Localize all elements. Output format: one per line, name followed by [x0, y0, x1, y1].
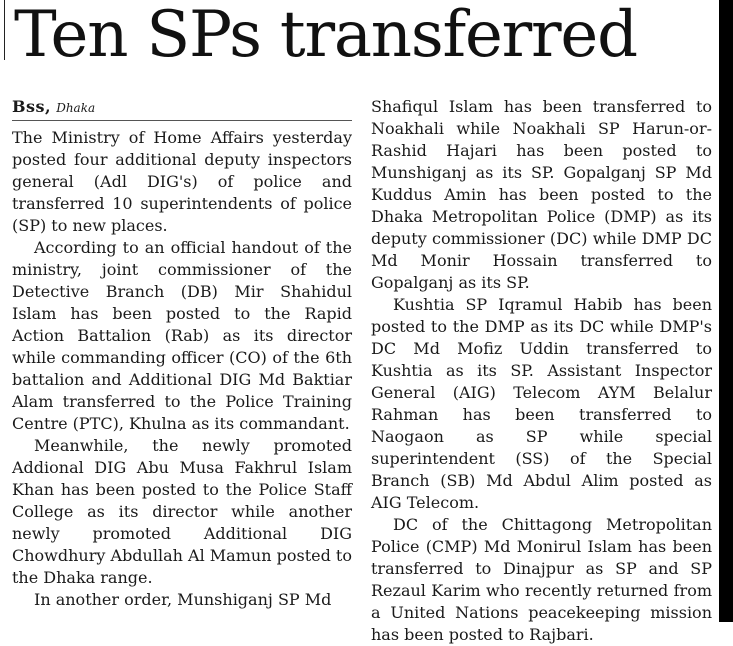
paragraph: Meanwhile, the newly promoted Addional DIG Abu Musa Fakhrul Islam Khan has been posted to the Police Staff College as its director while another newly promoted Additional DIG Chowdhury Abdullah Al Mamun posted to the Dhaka range.: [12, 436, 352, 587]
byline-agency: Bss,: [12, 97, 52, 116]
right-column: [371, 96, 712, 646]
paragraph: DC of the Chittagong Metropolitan Police (CMP) Md Monirul Islam has been transferred to Dinajpur as SP and SP Rezaul Karim who recently returned from a United Nations peacekeeping mission has been posted to Rajbari.: [371, 515, 712, 644]
paragraph: The Ministry of Home Affairs yesterday posted four additional deputy inspectors general (Adl DIG's) of police and transferred 10 superintendents of police (SP) to new places.: [12, 128, 352, 235]
paragraph: Shafiqul Islam has been transferred to Noakhali while Noakhali SP Harun-or-Rashid Hajari has been posted to Munshiganj as its SP. Gopalganj SP Md Kuddus Amin has been posted to the Dhaka Metropolitan Police (DMP) as its deputy commissioner (DC) while DMP DC Md Monir Hossain transferred to Gopalganj as its SP.: [371, 97, 712, 292]
left-column: [12, 94, 352, 611]
byline-place: Dhaka: [56, 101, 96, 115]
headline: Ten SPs transferred: [14, 0, 637, 72]
paragraph: In another order, Munshiganj SP Md: [34, 590, 332, 609]
paragraph: Kushtia SP Iqramul Habib has been posted to the DMP as its DC while DMP's DC Md Mofiz Uddin transferred to Kushtia as its SP. Assistant Inspector General (AIG) Telecom AYM Belalur Rahman has been transferred to Naogaon as SP while special superintendent (SS) of the Special Branch (SB) Md Abdul Alim posted as AIG Telecom.: [371, 295, 712, 512]
page-edge-bar: [719, 0, 733, 622]
byline: [12, 94, 352, 121]
column-rule: [4, 0, 5, 60]
paragraph: According to an official handout of the ministry, joint commissioner of the Detective Branch (DB) Mir Shahidul Islam has been posted to the Rapid Action Battalion (Rab) as its director while commanding officer (CO) of the 6th battalion and Additional DIG Md Baktiar Alam transferred to the Police Training Centre (PTC), Khulna as its commandant.: [12, 238, 352, 433]
